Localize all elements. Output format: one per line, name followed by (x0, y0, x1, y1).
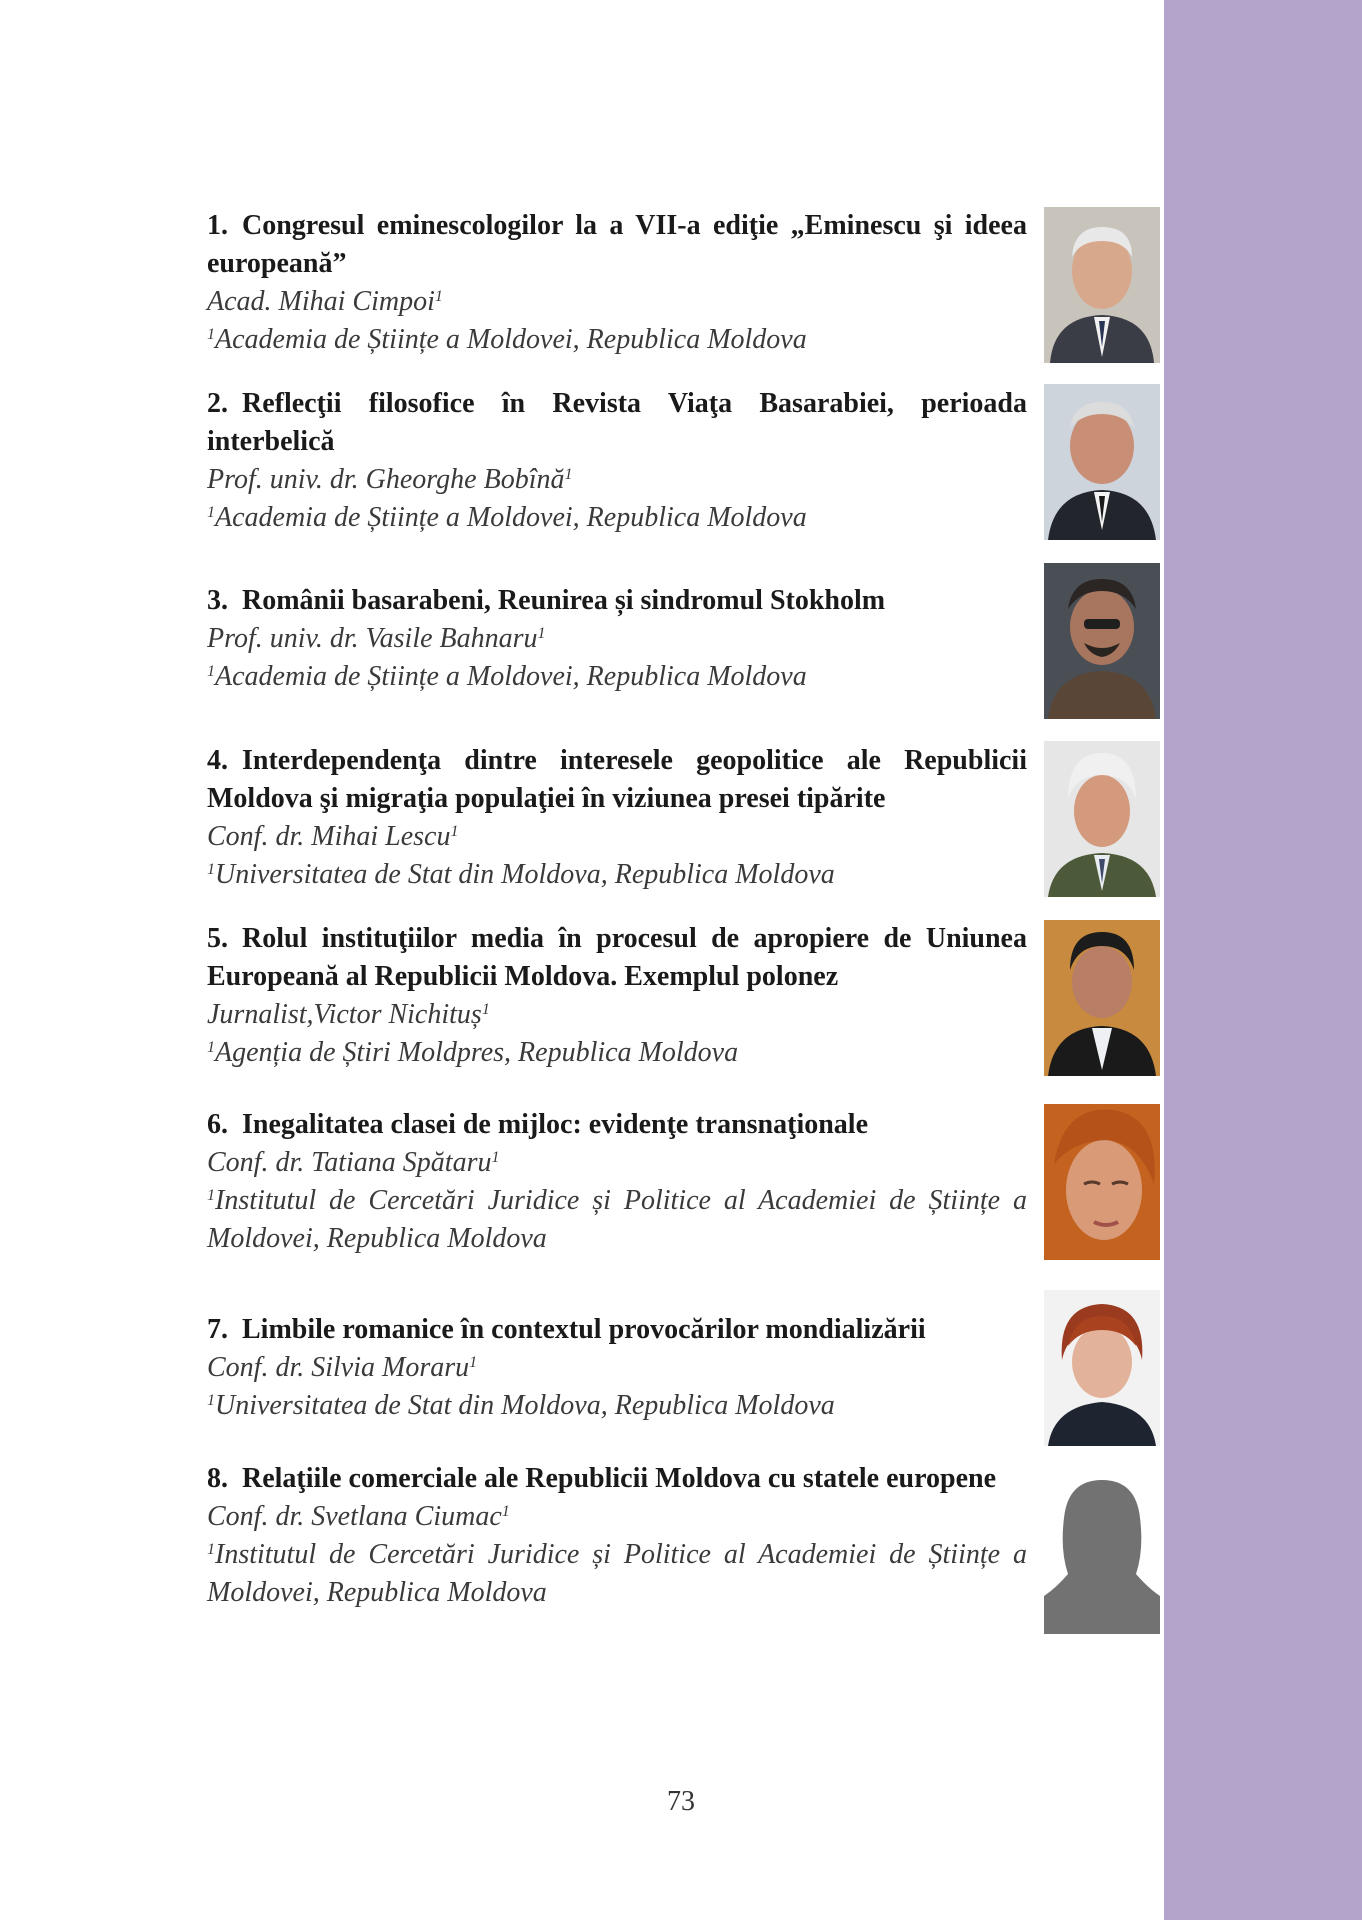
affiliation-footnote-mark: 1 (207, 326, 215, 343)
author-name: Prof. univ. dr. Gheorghe Bobînă (207, 464, 565, 495)
author-name: Conf. dr. Svetlana Ciumac (207, 1501, 502, 1532)
entry-affiliation (207, 1387, 1027, 1425)
portrait-photo-icon (1044, 1290, 1160, 1446)
entry-1 (207, 207, 1027, 359)
author-footnote-mark: 1 (481, 1001, 490, 1018)
author-footnote-mark: 1 (564, 466, 573, 483)
entry-title (207, 385, 1027, 461)
entry-title (207, 582, 1027, 620)
author-name: Acad. Mihai Cimpoi (207, 286, 435, 317)
portrait-photo-2-icon (1044, 384, 1160, 540)
portrait-photo-icon (1044, 384, 1160, 540)
entry-affiliation (207, 321, 1027, 359)
affiliation-text: Academia de Științe a Moldovei, Republica Moldova (215, 324, 807, 355)
entry-author (207, 996, 1027, 1034)
entry-number: 6. (207, 1109, 228, 1140)
portrait-photo-icon (1044, 1104, 1160, 1260)
portrait-photo-4-icon (1044, 741, 1160, 897)
entry-number: 2. (207, 388, 228, 419)
entry-7 (207, 1311, 1027, 1425)
entry-title (207, 1106, 1027, 1144)
entry-affiliation (207, 1536, 1027, 1612)
entry-number: 8. (207, 1463, 228, 1494)
portrait-photo-7-icon (1044, 1290, 1160, 1446)
entry-number: 4. (207, 745, 228, 776)
affiliation-footnote-mark: 1 (207, 1187, 215, 1204)
affiliation-text: Universitatea de Stat din Moldova, Republica Moldova (215, 859, 835, 890)
portrait-photo-1-icon (1044, 207, 1160, 363)
silhouette-icon (1044, 1478, 1160, 1634)
portrait-photo-5-icon (1044, 920, 1160, 1076)
entry-title-text: Românii basarabeni, Reunirea și sindromul Stokholm (242, 585, 886, 616)
affiliation-footnote-mark: 1 (207, 861, 215, 878)
entry-title-text: Limbile romanice în contextul provocărilor mondializării (242, 1314, 926, 1345)
entry-title-text: Relaţiile comerciale ale Republicii Moldova cu statele europene (242, 1463, 997, 1494)
affiliation-footnote-mark: 1 (207, 504, 215, 521)
author-footnote-mark: 1 (450, 823, 459, 840)
affiliation-footnote-mark: 1 (207, 663, 215, 680)
entry-affiliation (207, 1034, 1027, 1072)
affiliation-footnote-mark: 1 (207, 1392, 215, 1409)
entry-title-text: Congresul eminescologilor la a VII-a ediţie „Eminescu şi ideea europeană” (207, 210, 1027, 279)
entry-author (207, 461, 1027, 499)
entry-title (207, 1311, 1027, 1349)
author-name: Prof. univ. dr. Vasile Bahnaru (207, 623, 538, 654)
portrait-photo-3-icon (1044, 563, 1160, 719)
entry-number: 1. (207, 210, 228, 241)
portrait-photo-icon (1044, 920, 1160, 1076)
entry-title-text: Reflecţii filosofice în Revista Viaţa Basarabiei, perioada interbelică (207, 388, 1027, 457)
entry-number: 5. (207, 923, 228, 954)
author-footnote-mark: 1 (469, 1354, 478, 1371)
entry-title (207, 1460, 1027, 1498)
entry-affiliation (207, 856, 1027, 894)
author-name: Jurnalist,Victor Nichituș (207, 999, 482, 1030)
side-color-band (1164, 0, 1362, 1920)
entry-number: 7. (207, 1314, 228, 1345)
affiliation-text: Institutul de Cercetări Juridice și Politice al Academiei de Științe a Moldovei, Republica Moldova (207, 1539, 1027, 1608)
entry-title-text: Rolul instituţiilor media în procesul de apropiere de Uniunea Europeană al Republicii Moldova. Exemplul polonez (207, 923, 1027, 992)
author-footnote-mark: 1 (434, 288, 443, 305)
entry-title (207, 207, 1027, 283)
affiliation-text: Agenția de Știri Moldpres, Republica Moldova (215, 1037, 739, 1068)
entry-title (207, 920, 1027, 996)
entry-6 (207, 1106, 1027, 1258)
entry-author (207, 818, 1027, 856)
entry-author (207, 620, 1027, 658)
affiliation-text: Academia de Științe a Moldovei, Republica Moldova (215, 502, 807, 533)
entry-title-text: Interdependenţa dintre interesele geopolitice ale Republicii Moldova şi migraţia populaţiei în viziunea presei tipărite (207, 745, 1027, 814)
affiliation-text: Institutul de Cercetări Juridice și Politice al Academiei de Științe a Moldovei, Republica Moldova (207, 1185, 1027, 1254)
affiliation-text: Universitatea de Stat din Moldova, Republica Moldova (215, 1390, 835, 1421)
author-footnote-mark: 1 (537, 625, 546, 642)
entry-author (207, 1498, 1027, 1536)
author-name: Conf. dr. Tatiana Spătaru (207, 1147, 492, 1178)
entry-8 (207, 1460, 1027, 1612)
portrait-photo-icon (1044, 207, 1160, 363)
affiliation-footnote-mark: 1 (207, 1039, 215, 1056)
entry-5 (207, 920, 1027, 1072)
portrait-photo-icon (1044, 741, 1160, 897)
silhouette-placeholder-icon (1044, 1478, 1160, 1634)
entry-number: 3. (207, 585, 228, 616)
entry-author (207, 283, 1027, 321)
entry-affiliation (207, 1182, 1027, 1258)
portrait-photo-6-icon (1044, 1104, 1160, 1260)
entry-affiliation (207, 499, 1027, 537)
affiliation-footnote-mark: 1 (207, 1541, 215, 1558)
entry-3 (207, 582, 1027, 696)
entry-title (207, 742, 1027, 818)
entry-author (207, 1349, 1027, 1387)
portrait-photo-icon (1044, 563, 1160, 719)
author-name: Conf. dr. Silvia Moraru (207, 1352, 470, 1383)
page-number: 73 (667, 1786, 695, 1817)
entry-2 (207, 385, 1027, 537)
entry-4 (207, 742, 1027, 894)
entry-author (207, 1144, 1027, 1182)
entry-title-text: Inegalitatea clasei de mijloc: evidenţe transnaţionale (242, 1109, 869, 1140)
author-footnote-mark: 1 (501, 1503, 510, 1520)
affiliation-text: Academia de Științe a Moldovei, Republica Moldova (215, 661, 807, 692)
entry-affiliation (207, 658, 1027, 696)
author-name: Conf. dr. Mihai Lescu (207, 821, 451, 852)
author-footnote-mark: 1 (491, 1149, 500, 1166)
